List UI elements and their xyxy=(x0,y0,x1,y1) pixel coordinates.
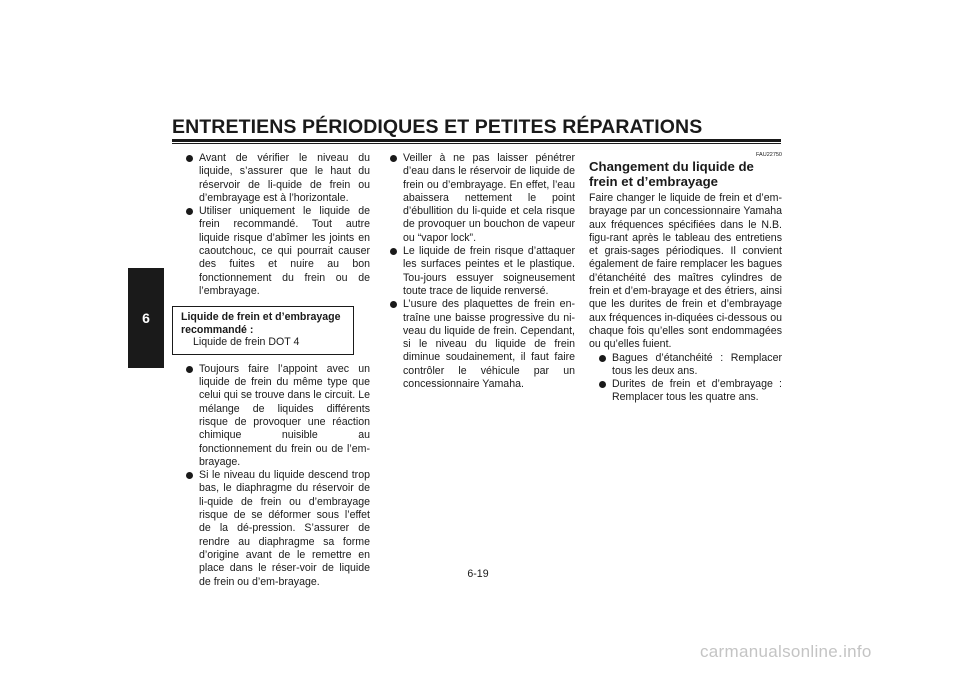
list-item: Le liquide de frein risque d’attaquer les surfaces peintes et le plastique. Tou-jours essuyer soigneusement toute trace de liquide renversé. xyxy=(390,245,575,298)
bullet-icon xyxy=(186,208,193,215)
page-title: ENTRETIENS PÉRIODIQUES ET PETITES RÉPARATIONS xyxy=(172,116,703,138)
bullet-list-top xyxy=(186,152,370,298)
list-item: Toujours faire l’appoint avec un liquide de frein du même type que celui qui se trouve dans le circuit. Le mélange de liquides différents risque de provoquer une réaction chimique nuisible au fonctionnement du frein ou de l’em-brayage. xyxy=(186,363,370,469)
column-3 xyxy=(589,152,782,405)
list-item: Utiliser uniquement le liquide de frein recommandé. Tout autre liquide risque d’abîmer les joints en caoutchouc, ce qui pourrait causer des fuites et nuire au bon fonctionnement du frein ou de l’embrayage. xyxy=(186,205,370,298)
list-item: Veiller à ne pas laisser pénétrer d’eau dans le réservoir de liquide de frein ou d’embrayage. En effet, l’eau abaissera nettement le point d’ébullition du li-quide et cela risque de provoquer un bouchon de vapeur ou “vapor lock”. xyxy=(390,152,575,245)
spec-value: Liquide de frein DOT 4 xyxy=(193,336,300,349)
bullet-list xyxy=(599,352,782,405)
header-rule-thick xyxy=(172,139,781,142)
bullet-list-bottom xyxy=(186,363,370,589)
bullet-icon xyxy=(599,355,606,362)
header-rule-thin xyxy=(172,143,781,144)
list-item: Bagues d’étanchéité : Remplacer tous les deux ans. xyxy=(599,352,782,379)
list-item: Durites de frein et d’embrayage : Remplacer tous les quatre ans. xyxy=(599,378,782,405)
bullet-icon xyxy=(599,381,606,388)
list-item: Si le niveau du liquide descend trop bas, le diaphragme du réservoir de li-quide de frein ou d’embrayage risque de se déformer sous l’effet de la dé-pression. S’assurer de rendre au diaphragme sa forme d’origine avant de le remettre en place dans le réser-voir de liquide de frein ou d’em-brayage. xyxy=(186,469,370,589)
bullet-icon xyxy=(186,155,193,162)
chapter-tab: 6 xyxy=(128,268,164,368)
bullet-list xyxy=(390,152,575,391)
spec-label: Liquide de frein et d’embrayage recommandé : xyxy=(181,311,341,336)
watermark: carmanualsonline.info xyxy=(700,642,872,661)
column-1 xyxy=(181,152,370,589)
bullet-icon xyxy=(390,248,397,255)
bullet-icon xyxy=(186,366,193,373)
section-paragraph: Faire changer le liquide de frein et d’em-brayage par un concessionnaire Yamaha aux fréquences spécifiées dans le N.B. figu-rant après le tableau des entretiens et grais-sages périodiques. Il convient également de faire remplacer les bagues d’étanchéité des maîtres cylindres de frein et d’em-brayage et des étriers, ainsi que les durites de frein et d’embrayage aux fréquences in-diquées ci-dessous ou chaque fois qu’elles sont endommagées ou qu’elles fuient. xyxy=(589,192,782,351)
bullet-icon xyxy=(186,472,193,479)
bullet-icon xyxy=(390,301,397,308)
page-number: 6-19 xyxy=(467,568,489,580)
section-title: Changement du liquide de frein et d’embrayage xyxy=(589,159,754,189)
reference-code: FAU22750 xyxy=(756,152,782,158)
list-item: Avant de vérifier le niveau du liquide, s’assurer que le haut du réservoir de li-quide de frein ou d’embrayage est à l’horizontale. xyxy=(186,152,370,205)
spec-box xyxy=(172,306,354,355)
list-item: L’usure des plaquettes de frein en-traîne une baisse progressive du ni-veau du liquide de frein. Cependant, si le niveau du liquide de frein diminue soudainement, il faut faire contrôler le véhicule par un concessionnaire Yamaha. xyxy=(390,298,575,391)
bullet-icon xyxy=(390,155,397,162)
column-2 xyxy=(390,152,575,391)
